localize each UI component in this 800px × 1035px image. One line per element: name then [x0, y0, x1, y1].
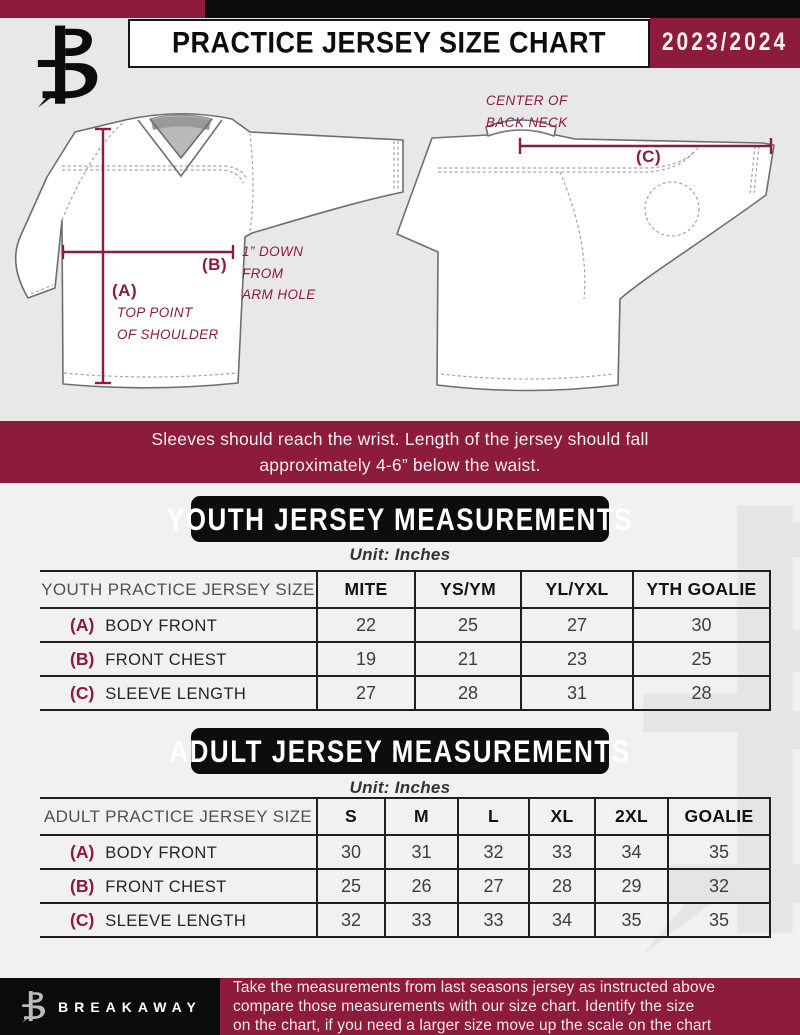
measure-cell: 33	[385, 903, 458, 937]
top-black-strip	[205, 0, 800, 18]
measure-cell: 35	[595, 903, 668, 937]
footer-brand-name: BREAKAWAY	[58, 998, 202, 1015]
season-label: 2023/2024	[661, 28, 789, 57]
measure-cell: 25	[317, 869, 385, 903]
adult-col-xl: XL	[529, 798, 595, 835]
measure-cell: 32	[458, 835, 529, 869]
measure-cell: 32	[668, 869, 770, 903]
footer-instruction-line2: compare those measurements with our size chart. Identify the size	[233, 997, 695, 1015]
youth-size-header-cell: YOUTH PRACTICE JERSEY SIZE	[40, 571, 317, 608]
measure-cell: 31	[521, 676, 633, 710]
row-label: BODY FRONT	[105, 843, 218, 862]
measure-cell: 28	[633, 676, 770, 710]
adult-col-s: S	[317, 798, 385, 835]
row-key: (C)	[70, 682, 95, 703]
adult-row-body-front	[40, 835, 770, 869]
row-label: SLEEVE LENGTH	[105, 911, 247, 930]
row-label: BODY FRONT	[105, 616, 218, 635]
marker-c-label: (C)	[636, 147, 662, 166]
fit-notice-line1: Sleeves should reach the wrist. Length of the jersey should fall	[151, 428, 649, 449]
adult-row-front-chest	[40, 869, 770, 903]
youth-row-front-chest	[40, 642, 770, 676]
measure-cell: 25	[633, 642, 770, 676]
measure-cell: 27	[458, 869, 529, 903]
youth-unit-label: Unit: Inches	[349, 545, 451, 564]
marker-b-label: (B)	[202, 255, 228, 274]
marker-c-note: CENTER OF BACK NECK	[486, 93, 568, 130]
measure-cell: 34	[529, 903, 595, 937]
measure-cell: 34	[595, 835, 668, 869]
row-key: (B)	[70, 875, 95, 896]
row-key: (B)	[70, 648, 95, 669]
footer-instruction-line3: on the chart, if you need a larger size move up the scale on the chart	[233, 1017, 712, 1035]
measure-cell: 25	[415, 608, 521, 642]
adult-unit-label: Unit: Inches	[349, 778, 451, 797]
measure-cell: 28	[529, 869, 595, 903]
measure-cell: 27	[521, 608, 633, 642]
youth-col-goalie: YTH GOALIE	[633, 571, 770, 608]
adult-table-header-row	[40, 798, 770, 835]
youth-row-body-front	[40, 608, 770, 642]
footer-breakaway-b-logo	[18, 990, 48, 1024]
adult-col-2xl: 2XL	[595, 798, 668, 835]
measure-cell: 35	[668, 903, 770, 937]
row-label: FRONT CHEST	[105, 877, 227, 896]
measure-cell: 31	[385, 835, 458, 869]
row-key: (C)	[70, 909, 95, 930]
top-maroon-strip	[0, 0, 205, 18]
measure-cell: 26	[385, 869, 458, 903]
youth-col-ysym: YS/YM	[415, 571, 521, 608]
measurements-section	[0, 483, 800, 978]
measure-cell: 19	[317, 642, 415, 676]
marker-b-note: 1” DOWN FROM ARM HOLE	[242, 244, 316, 303]
youth-col-mite: MITE	[317, 571, 415, 608]
measure-cell: 33	[529, 835, 595, 869]
youth-table-header-row	[40, 571, 770, 608]
measure-cell: 30	[633, 608, 770, 642]
youth-section-banner	[166, 496, 634, 542]
marker-a-label: (A)	[112, 281, 138, 300]
adult-size-table	[40, 797, 771, 938]
measure-cell: 28	[415, 676, 521, 710]
footer-brand-block	[0, 978, 220, 1035]
jersey-diagrams	[0, 17, 800, 421]
fit-notice-banner	[0, 421, 800, 483]
adult-col-l: L	[458, 798, 529, 835]
measure-cell: 29	[595, 869, 668, 903]
measure-cell: 32	[317, 903, 385, 937]
measure-cell: 33	[458, 903, 529, 937]
fit-notice-line2: approximately 4-6” below the waist.	[259, 455, 541, 475]
measure-cell: 27	[317, 676, 415, 710]
youth-col-ylyxl: YL/YXL	[521, 571, 633, 608]
measure-cell: 35	[668, 835, 770, 869]
row-key: (A)	[70, 841, 95, 862]
row-label: SLEEVE LENGTH	[105, 684, 247, 703]
youth-row-sleeve-length	[40, 676, 770, 710]
footer-instructions	[220, 978, 800, 1035]
adult-col-m: M	[385, 798, 458, 835]
row-key: (A)	[70, 614, 95, 635]
measure-cell: 21	[415, 642, 521, 676]
youth-size-table	[40, 570, 771, 711]
adult-section-title: ADULT JERSEY MEASUREMENTS	[169, 732, 631, 769]
row-label: FRONT CHEST	[105, 650, 227, 669]
adult-section-banner	[169, 728, 631, 774]
footer-instruction-line1: Take the measurements from last seasons jersey as instructed above	[233, 978, 716, 996]
adult-row-sleeve-length	[40, 903, 770, 937]
page-title: PRACTICE JERSEY SIZE CHART	[171, 26, 607, 60]
adult-col-goalie: GOALIE	[668, 798, 770, 835]
marker-a-note: TOP POINT OF SHOULDER	[117, 305, 219, 342]
measure-cell: 23	[521, 642, 633, 676]
measure-cell: 30	[317, 835, 385, 869]
measure-cell: 22	[317, 608, 415, 642]
adult-size-header-cell: ADULT PRACTICE JERSEY SIZE	[40, 798, 317, 835]
youth-section-title: YOUTH JERSEY MEASUREMENTS	[166, 500, 634, 537]
